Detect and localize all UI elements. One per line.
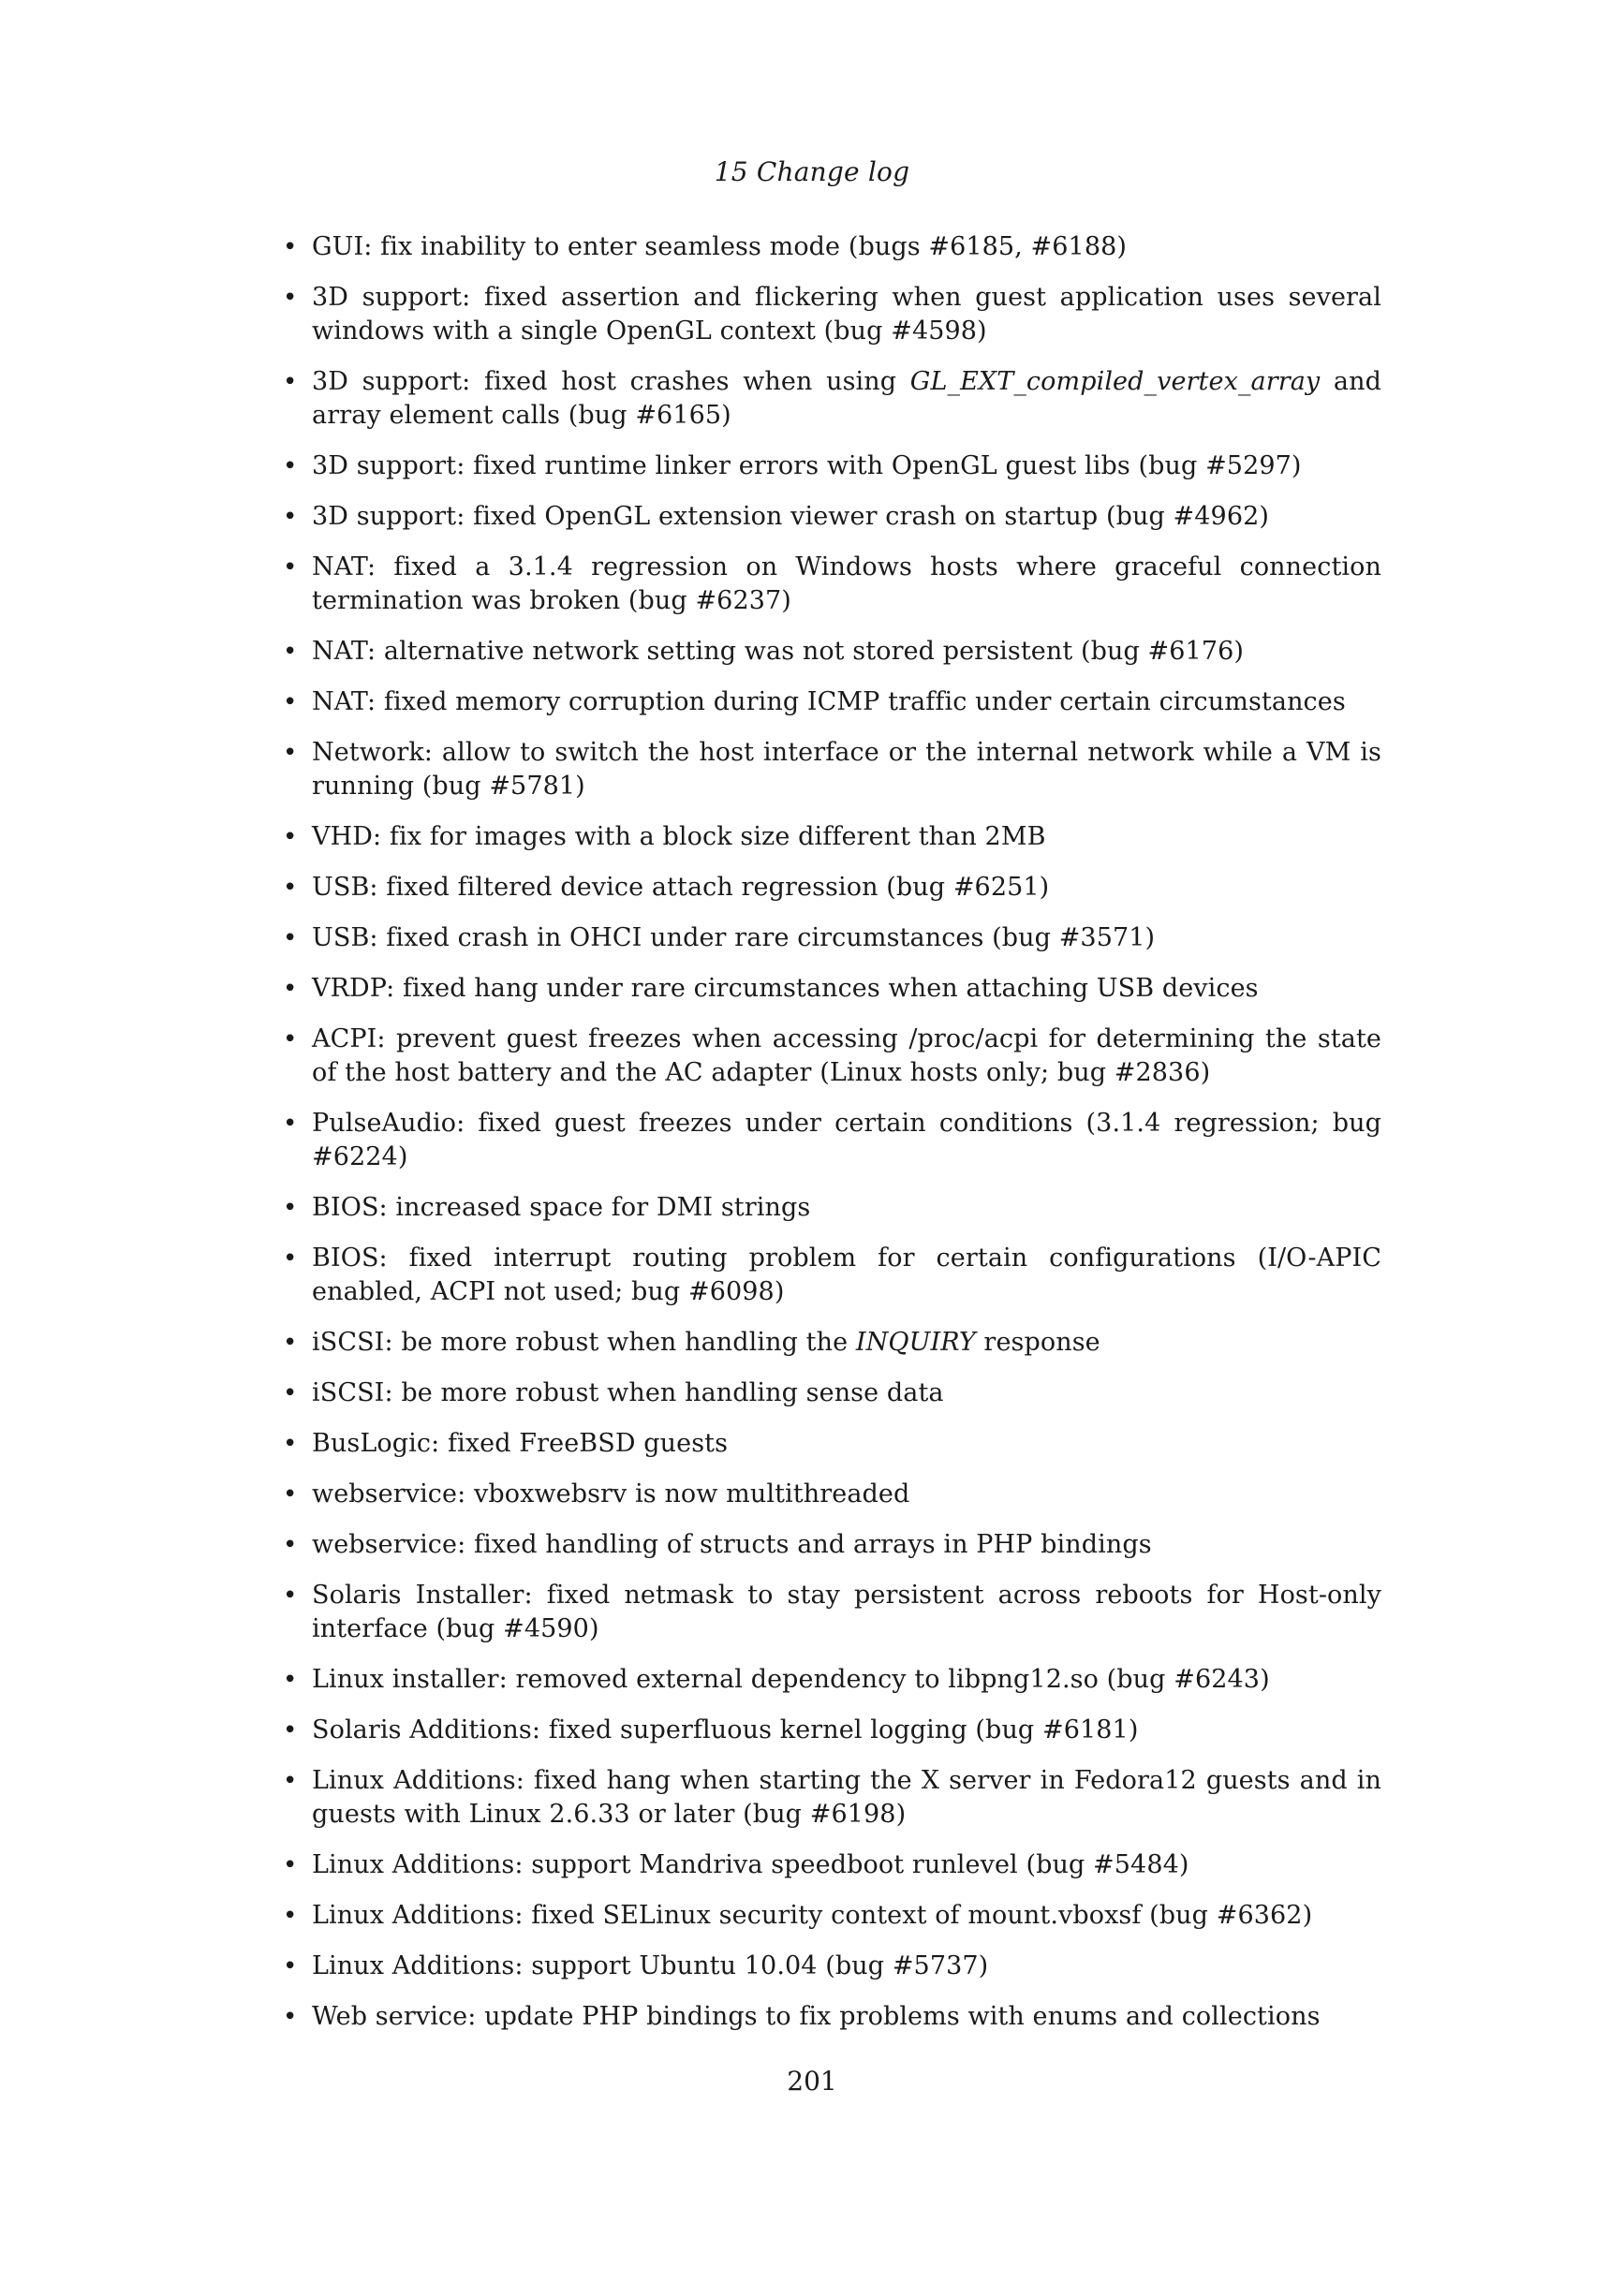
changelog-item xyxy=(276,1427,1381,1461)
changelog-item-text xyxy=(312,1193,810,1222)
text-run: Web service: update PHP bindings to fix problems with enums and collections xyxy=(312,2002,1321,2031)
changelog-item xyxy=(276,1663,1381,1697)
changelog-item-text xyxy=(312,822,1046,851)
bullet-icon: • xyxy=(283,233,298,261)
text-run: USB: fixed filtered device attach regression (bug #6251) xyxy=(312,873,1050,902)
changelog-item xyxy=(276,449,1381,483)
changelog-item xyxy=(276,871,1381,905)
text-run: Linux Additions: fixed SELinux security context of mount.vboxsf (bug #6362) xyxy=(312,1901,1313,1930)
changelog-item-text xyxy=(312,552,1381,615)
changelog-item xyxy=(276,1242,1381,1309)
bullet-icon: • xyxy=(283,1851,298,1879)
changelog-item xyxy=(276,1848,1381,1882)
running-header: 15 Change log xyxy=(714,156,910,187)
text-run: Linux Additions: support Mandriva speedboot runlevel (bug #5484) xyxy=(312,1850,1189,1879)
changelog-item xyxy=(276,820,1381,854)
bullet-icon: • xyxy=(283,452,298,480)
text-run: VHD: fix for images with a block size different than 2MB xyxy=(312,822,1046,851)
changelog-item-text xyxy=(312,451,1302,480)
text-run: iSCSI: be more robust when handling sense data xyxy=(312,1378,944,1407)
bullet-icon: • xyxy=(283,874,298,902)
text-run: BIOS: fixed interrupt routing problem for certain configurations (I/O-APIC enabled, ACPI not used; bug #6098) xyxy=(312,1244,1381,1306)
bullet-icon: • xyxy=(283,1716,298,1744)
text-run: USB: fixed crash in OHCI under rare circumstances (bug #3571) xyxy=(312,923,1156,952)
changelog-item-text xyxy=(312,1024,1381,1087)
text-run: PulseAudio: fixed guest freezes under certain conditions (3.1.4 regression; bug #6224) xyxy=(312,1109,1381,1171)
bullet-icon: • xyxy=(283,553,298,581)
bullet-icon: • xyxy=(283,1480,298,1509)
text-run: response xyxy=(975,1328,1100,1357)
changelog-item xyxy=(276,1023,1381,1090)
text-run: ACPI: prevent guest freezes when accessing /proc/acpi for determining the state of the host battery and the AC adapter (Linux hosts only; bug #2836) xyxy=(312,1024,1381,1087)
bullet-icon: • xyxy=(283,368,298,396)
changelog-list xyxy=(276,230,1381,2051)
bullet-icon: • xyxy=(283,1582,298,1610)
text-run: 3D support: fixed OpenGL extension viewer crash on startup (bug #4962) xyxy=(312,502,1270,531)
bullet-icon: • xyxy=(283,2003,298,2031)
italic-term: INQUIRY xyxy=(855,1328,976,1357)
changelog-item xyxy=(276,230,1381,264)
text-run: 3D support: fixed runtime linker errors with OpenGL guest libs (bug #5297) xyxy=(312,451,1302,480)
changelog-item xyxy=(276,1714,1381,1747)
bullet-icon: • xyxy=(283,1025,298,1053)
changelog-item xyxy=(276,1478,1381,1511)
changelog-item-text xyxy=(312,1951,988,1980)
italic-term: GL_EXT_compiled_vertex_array xyxy=(909,367,1321,396)
changelog-item xyxy=(276,1764,1381,1832)
changelog-item-text xyxy=(312,502,1269,531)
changelog-item-text xyxy=(312,687,1346,716)
changelog-item xyxy=(276,1326,1381,1360)
changelog-item-text xyxy=(312,923,1155,952)
bullet-icon: • xyxy=(283,1430,298,1458)
text-run: webservice: vboxwebsrv is now multithreaded xyxy=(312,1479,910,1509)
bullet-icon: • xyxy=(283,1329,298,1357)
changelog-item-text xyxy=(312,2002,1321,2031)
changelog-item-text xyxy=(312,738,1381,801)
changelog-item xyxy=(276,1107,1381,1174)
changelog-item-text xyxy=(312,1850,1189,1879)
changelog-item xyxy=(276,281,1381,348)
changelog-item-text xyxy=(312,232,1127,261)
changelog-item-text xyxy=(312,1479,909,1509)
changelog-item xyxy=(276,1528,1381,1562)
changelog-item xyxy=(276,1899,1381,1933)
changelog-item xyxy=(276,500,1381,534)
text-run: BusLogic: fixed FreeBSD guests xyxy=(312,1429,729,1458)
text-run: iSCSI: be more robust when handling the xyxy=(312,1328,856,1357)
changelog-item xyxy=(276,551,1381,618)
page-number: 201 xyxy=(787,2066,837,2097)
changelog-item-text xyxy=(312,1581,1381,1643)
bullet-icon: • xyxy=(283,1110,298,1138)
bullet-icon: • xyxy=(283,1952,298,1980)
text-run: Linux Additions: fixed hang when starting the X server in Fedora12 guests and in guests with Linux 2.6.33 or later (bug #6198) xyxy=(312,1766,1381,1829)
bullet-icon: • xyxy=(283,1666,298,1694)
changelog-item xyxy=(276,1376,1381,1410)
changelog-item xyxy=(276,736,1381,803)
changelog-item-text xyxy=(312,1378,944,1407)
changelog-item-text xyxy=(312,1766,1381,1829)
changelog-item xyxy=(276,972,1381,1006)
changelog-item-text xyxy=(312,1665,1270,1694)
changelog-item xyxy=(276,635,1381,669)
text-run: GUI: fix inability to enter seamless mode (bugs #6185, #6188) xyxy=(312,232,1128,261)
bullet-icon: • xyxy=(283,1244,298,1273)
changelog-item xyxy=(276,365,1381,433)
bullet-icon: • xyxy=(283,1531,298,1559)
text-run: NAT: fixed memory corruption during ICMP traffic under certain circumstances xyxy=(312,687,1346,716)
changelog-item-text xyxy=(312,1244,1381,1306)
text-run: Network: allow to switch the host interface or the internal network while a VM is running (bug #5781) xyxy=(312,738,1381,801)
bullet-icon: • xyxy=(283,823,298,851)
bullet-icon: • xyxy=(283,1902,298,1930)
text-run: Linux Additions: support Ubuntu 10.04 (bug #5737) xyxy=(312,1951,989,1980)
bullet-icon: • xyxy=(283,1379,298,1407)
changelog-item-text xyxy=(312,1715,1138,1744)
changelog-item-text xyxy=(312,1901,1312,1930)
text-run: BIOS: increased space for DMI strings xyxy=(312,1193,811,1222)
bullet-icon: • xyxy=(283,1767,298,1795)
changelog-item xyxy=(276,1579,1381,1646)
text-run: and array element calls (bug #6165) xyxy=(312,367,1381,430)
text-run: Solaris Installer: fixed netmask to stay persistent across reboots for Host-only interface (bug #4590) xyxy=(312,1581,1381,1643)
changelog-item-text xyxy=(312,283,1381,346)
bullet-icon: • xyxy=(283,1194,298,1222)
bullet-icon: • xyxy=(283,688,298,716)
changelog-item xyxy=(276,1191,1381,1225)
changelog-item xyxy=(276,1950,1381,1983)
text-run: Linux installer: removed external dependency to libpng12.so (bug #6243) xyxy=(312,1665,1270,1694)
text-run: VRDP: fixed hang under rare circumstances when attaching USB devices xyxy=(312,974,1259,1003)
text-run: NAT: alternative network setting was not stored persistent (bug #6176) xyxy=(312,637,1245,666)
text-run: Solaris Additions: fixed superfluous kernel logging (bug #6181) xyxy=(312,1715,1139,1744)
changelog-item-text xyxy=(312,1429,728,1458)
bullet-icon: • xyxy=(283,975,298,1003)
changelog-item xyxy=(276,921,1381,955)
bullet-icon: • xyxy=(283,503,298,531)
changelog-item-text xyxy=(312,1328,1100,1357)
changelog-item xyxy=(276,2000,1381,2034)
changelog-item-text xyxy=(312,873,1049,902)
text-run: NAT: fixed a 3.1.4 regression on Windows hosts where graceful connection termination was broken (bug #6237) xyxy=(312,552,1381,615)
bullet-icon: • xyxy=(283,739,298,767)
text-run: 3D support: fixed host crashes when using xyxy=(312,367,910,396)
changelog-item-text xyxy=(312,1109,1381,1171)
bullet-icon: • xyxy=(283,638,298,666)
bullet-icon: • xyxy=(283,924,298,952)
bullet-icon: • xyxy=(283,284,298,312)
text-run: 3D support: fixed assertion and flickering when guest application uses several windows with a single OpenGL context (bug #4598) xyxy=(312,283,1381,346)
changelog-item-text xyxy=(312,367,1381,430)
changelog-item-text xyxy=(312,637,1244,666)
changelog-item xyxy=(276,685,1381,719)
text-run: webservice: fixed handling of structs and arrays in PHP bindings xyxy=(312,1530,1152,1559)
changelog-item-text xyxy=(312,974,1259,1003)
changelog-item-text xyxy=(312,1530,1152,1559)
